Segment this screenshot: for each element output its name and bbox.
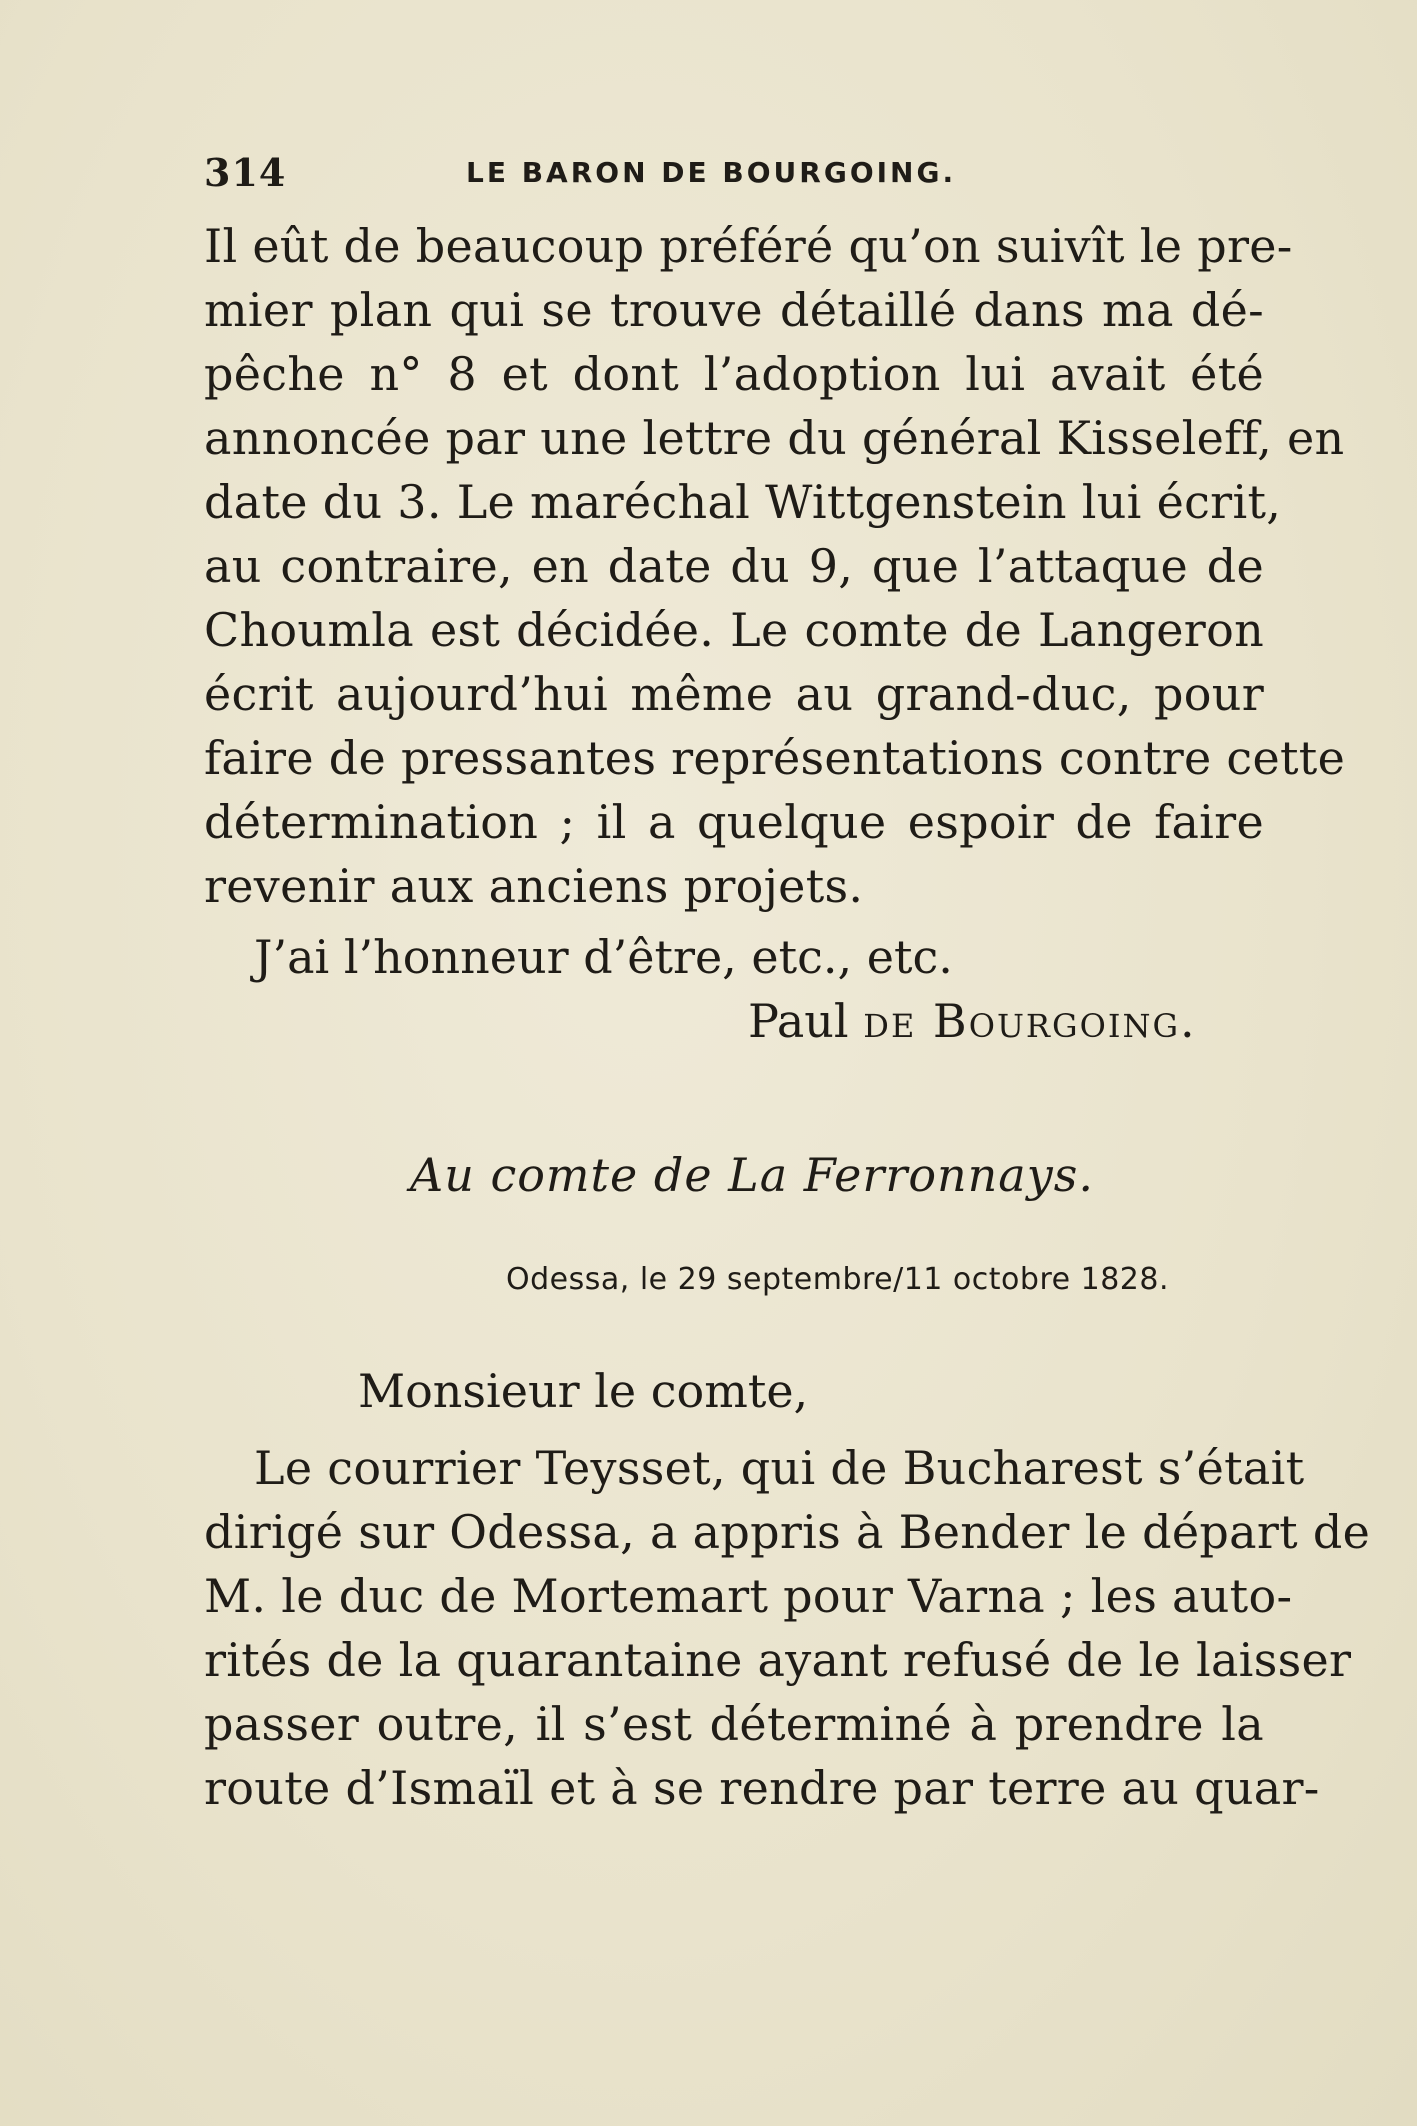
text-line: rités de la quarantaine ayant refusé de le laisser xyxy=(204,1633,1352,1687)
text-line: Le courrier Teysset, qui de Bucharest s’était xyxy=(254,1441,1305,1495)
page-number: 314 xyxy=(204,150,287,195)
text-line: pêche n° 8 et dont l’adoption lui avait été xyxy=(204,347,1264,401)
signature xyxy=(748,994,1197,1048)
text-line: détermination ; il a quelque espoir de faire xyxy=(204,795,1264,849)
text-line: faire de pressantes représentations contre cette xyxy=(204,731,1346,785)
text-line: M. le duc de Mortemart pour Varna ; les auto- xyxy=(204,1569,1293,1623)
paragraph-continued xyxy=(204,214,1346,918)
letter-dateline: Odessa, le 29 septembre/11 octobre 1828. xyxy=(506,1262,1169,1297)
running-head xyxy=(204,150,1264,200)
text-line: passer outre, il s’est déterminé à prendre la xyxy=(204,1697,1264,1751)
letter-addressee: Au comte de La Ferronnays. xyxy=(410,1148,1094,1202)
text-line: au contraire, en date du 9, que l’attaque de xyxy=(204,539,1264,593)
running-title: LE BARON DE BOURGOING. xyxy=(466,156,957,189)
text-line: dirigé sur Odessa, a appris à Bender le départ de xyxy=(204,1505,1371,1559)
text-line: mier plan qui se trouve détaillé dans ma dé- xyxy=(204,283,1264,337)
letter-salutation: Monsieur le comte, xyxy=(358,1364,809,1418)
text-line: annoncée par une lettre du général Kisseleff, en xyxy=(204,411,1345,465)
text-line: date du 3. Le maréchal Wittgenstein lui écrit, xyxy=(204,475,1282,529)
letter-body xyxy=(204,1436,1371,1820)
text-line: écrit aujourd’hui même au grand-duc, pour xyxy=(204,667,1264,721)
closing-formula: J’ai l’honneur d’être, etc., etc. xyxy=(254,930,953,984)
text-line: revenir aux anciens projets. xyxy=(204,859,864,913)
text-line: route d’Ismaïl et à se rendre par terre au quar- xyxy=(204,1761,1320,1815)
text-line: Il eût de beaucoup préféré qu’on suivît le pre- xyxy=(204,219,1293,273)
signature-first-name: Paul xyxy=(748,994,849,1048)
signature-surname: de Bourgoing. xyxy=(863,994,1197,1048)
text-line: Choumla est décidée. Le comte de Langeron xyxy=(204,603,1264,657)
